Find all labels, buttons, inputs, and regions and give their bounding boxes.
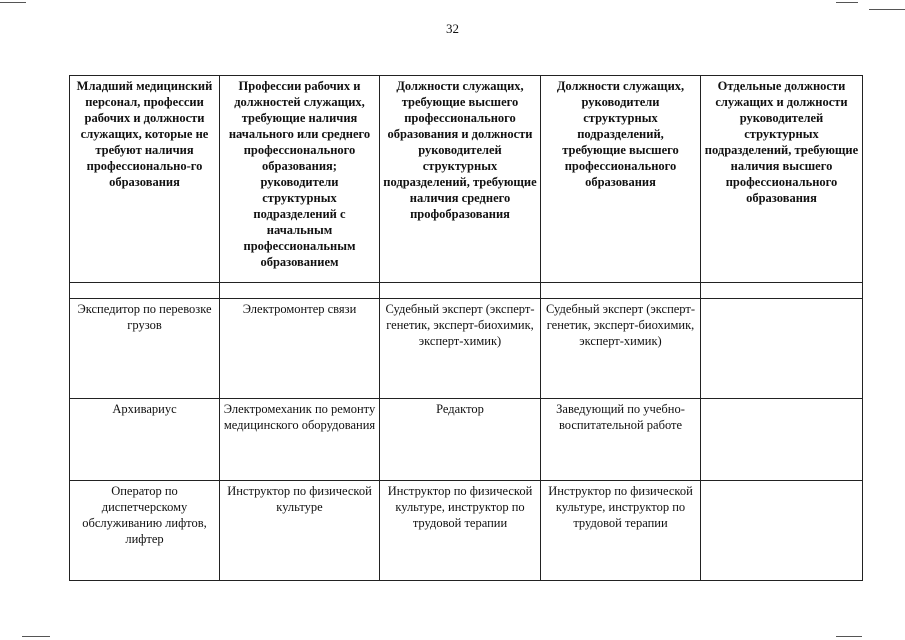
column-header: Должности служащих, руководители структурных подразделений, требующие высшего профессионального образования [541, 76, 701, 283]
table-cell: Судебный эксперт (эксперт-генетик, эксперт-биохимик, эксперт-химик) [380, 299, 541, 399]
table-cell [701, 399, 863, 481]
positions-table [69, 75, 863, 581]
table-cell: Электромонтер связи [220, 299, 380, 399]
scan-edge-mark [869, 9, 905, 10]
table-row [70, 481, 863, 581]
table-cell: Оператор по диспетчерскому обслуживанию лифтов, лифтер [70, 481, 220, 581]
table-cell: Инструктор по физической культуре, инструктор по трудовой терапии [541, 481, 701, 581]
table-header-row [70, 76, 863, 283]
scan-edge-mark [836, 2, 858, 3]
table-cell: Архивариус [70, 399, 220, 481]
table-row [70, 399, 863, 481]
table-cell [701, 299, 863, 399]
table-cell: Инструктор по физической культуре [220, 481, 380, 581]
table-cell: Электромеханик по ремонту медицинского оборудования [220, 399, 380, 481]
scan-edge-mark [22, 636, 50, 637]
table-cell: Судебный эксперт (эксперт-генетик, эксперт-биохимик, эксперт-химик) [541, 299, 701, 399]
table-cell [701, 481, 863, 581]
column-header: Должности служащих, требующие высшего профессионального образования и должности руководителей структурных подразделений, требующие наличия среднего профобразования [380, 76, 541, 283]
table-cell: Заведующий по учебно-воспитательной работе [541, 399, 701, 481]
table-spacer-row [70, 283, 863, 299]
scan-edge-mark [0, 2, 26, 3]
column-header: Младший медицинский персонал, профессии рабочих и должности служащих, которые не требуют наличия профессионально-го образования [70, 76, 220, 283]
column-header: Профессии рабочих и должностей служащих, требующие наличия начального или среднего профессионального образования; руководители структурных подразделений с начальным профессиональным образованием [220, 76, 380, 283]
table-cell: Экспедитор по перевозке грузов [70, 299, 220, 399]
scan-edge-mark [836, 636, 862, 637]
table-row [70, 299, 863, 399]
table-cell: Инструктор по физической культуре, инструктор по трудовой терапии [380, 481, 541, 581]
page-number: 32 [446, 21, 459, 36]
table-cell: Редактор [380, 399, 541, 481]
column-header: Отдельные должности служащих и должности руководителей структурных подразделений, требующие наличия высшего профессионального образования [701, 76, 863, 283]
